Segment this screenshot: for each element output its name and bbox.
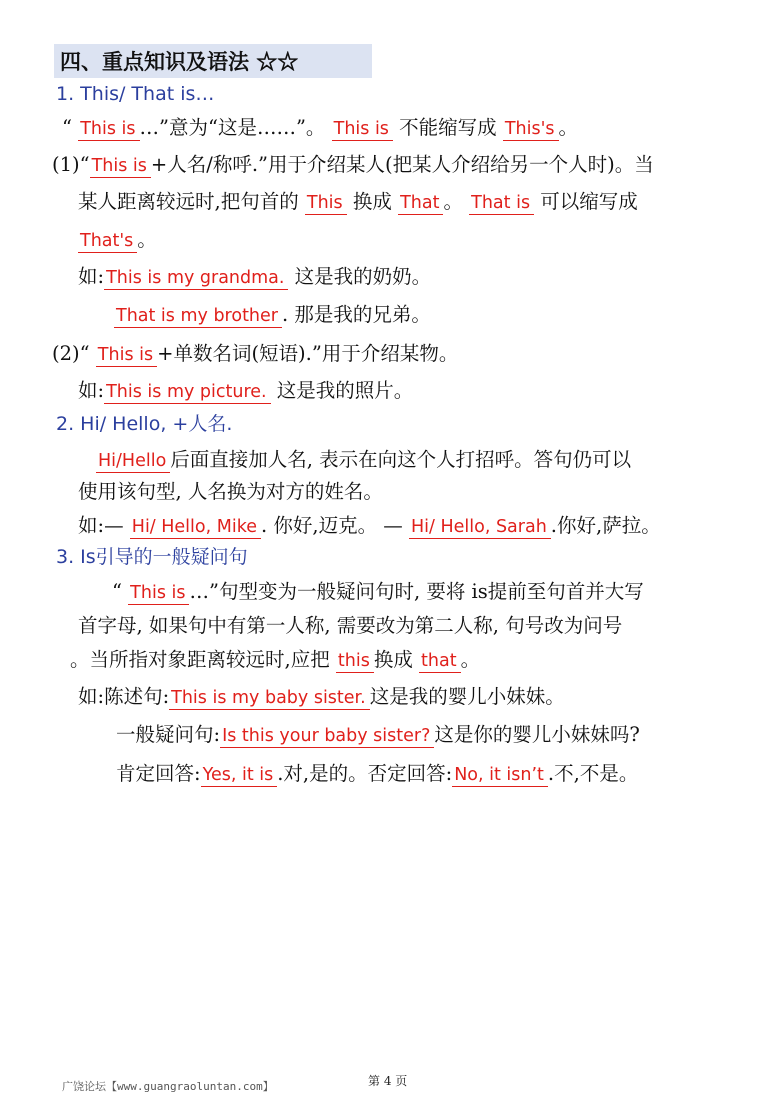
answer-blank: This is — [78, 118, 139, 141]
section-3-title: 3. Is引导的一般疑问句 — [56, 546, 248, 568]
answer-blank: That — [398, 192, 443, 215]
answer-blank: That's — [78, 230, 137, 253]
answer-blank: No, it isn’t — [452, 764, 548, 787]
answer-blank: This is — [90, 155, 151, 178]
s1-point2-line: (2)“ This is +单数名词(短语).”用于介绍某物。 — [52, 342, 459, 365]
answer-blank: That is my brother — [114, 305, 282, 328]
s1-point1-line: (1)“ This is +人名/称呼.”用于介绍某人(把某人介绍给另一个人时)。当 — [52, 153, 654, 176]
s1-point1-line-2: 某人距离较远时,把句首的 This 换成 That 。 That is 可以缩写成 — [78, 190, 638, 213]
answer-blank: Yes, it is — [201, 764, 278, 787]
answer-blank: This is my baby sister. — [169, 687, 370, 710]
answer-blank: this — [336, 650, 374, 673]
s2-example: 如:— Hi/ Hello, Mike . 你好,迈克。 — Hi/ Hello, Sarah .你好,萨拉。 — [78, 514, 661, 537]
section-heading: 四、重点知识及语法 ☆☆ — [60, 49, 299, 74]
section-2-title: 2. Hi/ Hello, +人名. — [56, 413, 233, 435]
answer-blank: This is my grandma. — [104, 267, 288, 290]
s1-point1-line-3: That's 。 — [80, 228, 157, 251]
s1-example-3: 如: This is my picture. 这是我的照片。 — [78, 379, 414, 402]
answer-blank: Hi/ Hello, Sarah — [409, 516, 551, 539]
answer-blank: Hi/Hello — [96, 450, 170, 473]
s3-point-line-3: 。当所指对象距离较远时,应把 this 换成 that 。 — [70, 648, 481, 671]
footer-site: 广饶论坛【www.guangraoluntan.com】 — [62, 1080, 274, 1093]
answer-blank: that — [419, 650, 461, 673]
section-1-title: 1. This/ That is… — [56, 83, 215, 105]
s3-example-question: 一般疑问句: Is this your baby sister?这是你的婴儿小妹妹吗? — [116, 723, 640, 746]
answer-blank: That is — [469, 192, 534, 215]
answer-blank: Is this your baby sister? — [220, 725, 434, 748]
answer-blank: This's — [503, 118, 559, 141]
answer-blank: Hi/ Hello, Mike — [130, 516, 261, 539]
answer-blank: This is — [128, 582, 189, 605]
s1-example-2: That is my brother . 那是我的兄弟。 — [116, 303, 431, 326]
s3-point-line-2: 首字母, 如果句中有第一人称, 需要改为第二人称, 句号改为问号 — [78, 614, 623, 637]
s3-example-answers: 肯定回答: Yes, it is .对,是的。否定回答: No, it isn’t .不,不是。 — [116, 762, 639, 785]
answer-blank: This is — [96, 344, 157, 367]
answer-blank: This is — [332, 118, 393, 141]
s2-point-line-2: 使用该句型, 人名换为对方的姓名。 — [78, 480, 383, 503]
s3-example-statement: 如:陈述句: This is my baby sister.这是我的婴儿小妹妹。 — [78, 685, 565, 708]
answer-blank: This — [305, 192, 347, 215]
s1-intro-line: “ This is …”意为“这是……”。 This is 不能缩写成 This's 。 — [62, 116, 579, 139]
page-number: 第 4 页 — [368, 1074, 408, 1088]
s1-example-1: 如: This is my grandma. 这是我的奶奶。 — [78, 265, 432, 288]
answer-blank: This is my picture. — [104, 381, 271, 404]
s3-point-line: “ This is …”句型变为一般疑问句时, 要将 is提前至句首并大写 — [112, 580, 644, 603]
s2-point-line: Hi/Hello 后面直接加人名, 表示在向这个人打招呼。答句仍可以 — [98, 448, 632, 471]
